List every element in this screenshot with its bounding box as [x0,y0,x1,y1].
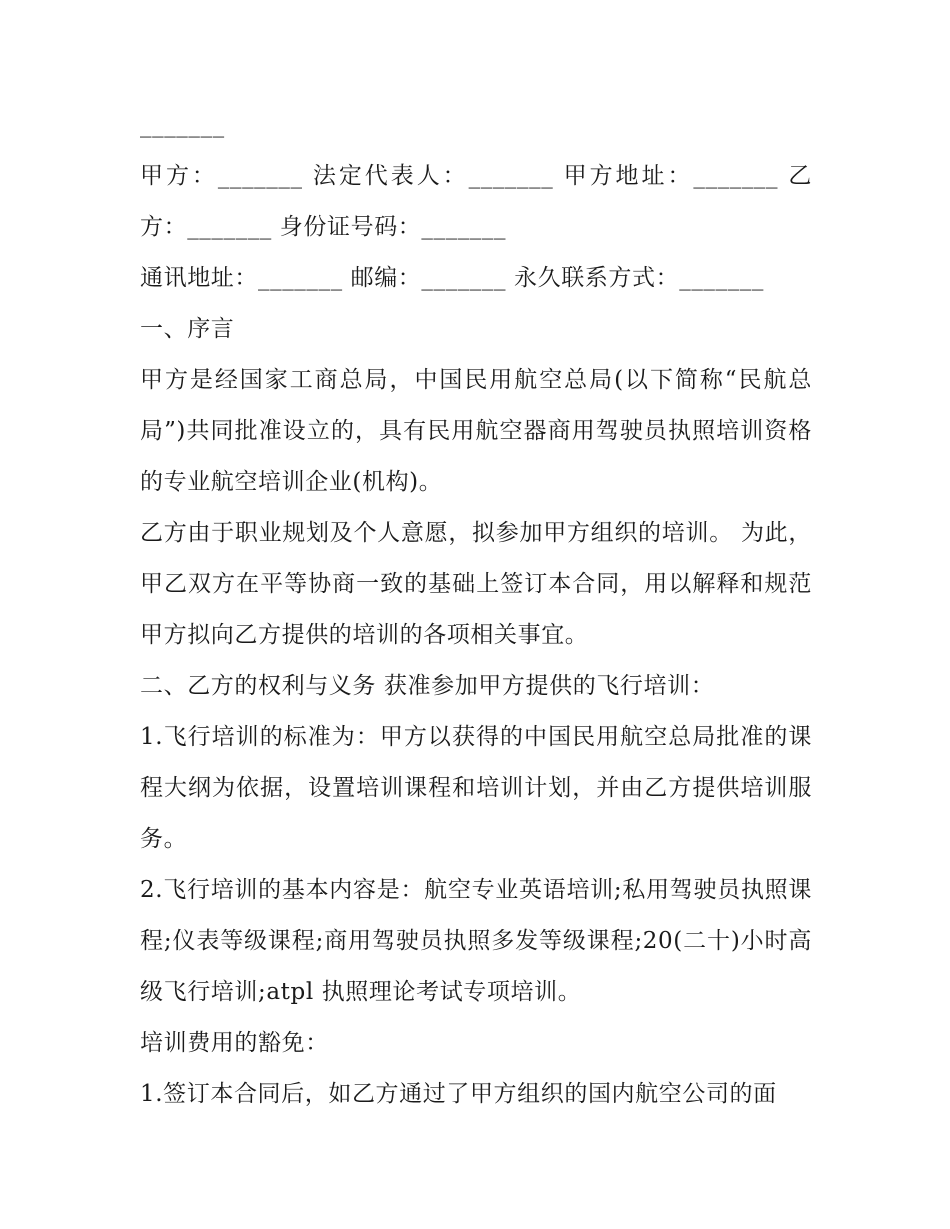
document-page [140,100,812,1120]
contact-info-paragraph: 通讯地址：_______ 邮编：_______ 永久联系方式：_______ [140,265,764,291]
preface-paragraph-2: 乙方由于职业规划及个人意愿，拟参加甲方组织的培训。 为此，甲乙双方在平等协商一致的基础上签订本合同，用以解释和规范甲方拟向乙方提供的培训的各项相关事宜。 [140,520,812,648]
training-content-paragraph: 2.飞行培训的基本内容是：航空专业英语培训;私用驾驶员执照课程;仪表等级课程;商用驾驶员执照多发等级课程;20(二十)小时高级飞行培训;atpl 执照理论考试专项培训。 [140,877,812,1005]
top-blank-line: _______ [140,112,225,138]
preface-paragraph-1: 甲方是经国家工商总局，中国民用航空总局(以下简称“民航总局”)共同批准设立的，具有民用航空器商用驾驶员执照培训资格的专业航空培训企业(机构)。 [140,367,812,495]
section-heading-rights: 二、乙方的权利与义务 获准参加甲方提供的飞行培训： [140,673,715,699]
training-standard-paragraph: 1.飞行培训的标准为：甲方以获得的中国民用航空总局批准的课程大纲为依据，设置培训课程和培训计划，并由乙方提供培训服务。 [140,724,812,852]
fee-waiver-heading: 培训费用的豁免： [140,1030,329,1056]
fee-waiver-paragraph-1: 1.签订本合同后，如乙方通过了甲方组织的国内航空公司的面 [140,1081,777,1107]
section-heading-preface: 一、序言 [140,316,235,342]
party-info-paragraph: 甲方：_______ 法定代表人：_______ 甲方地址：_______ 乙方：_______ 身份证号码：_______ [140,163,812,240]
